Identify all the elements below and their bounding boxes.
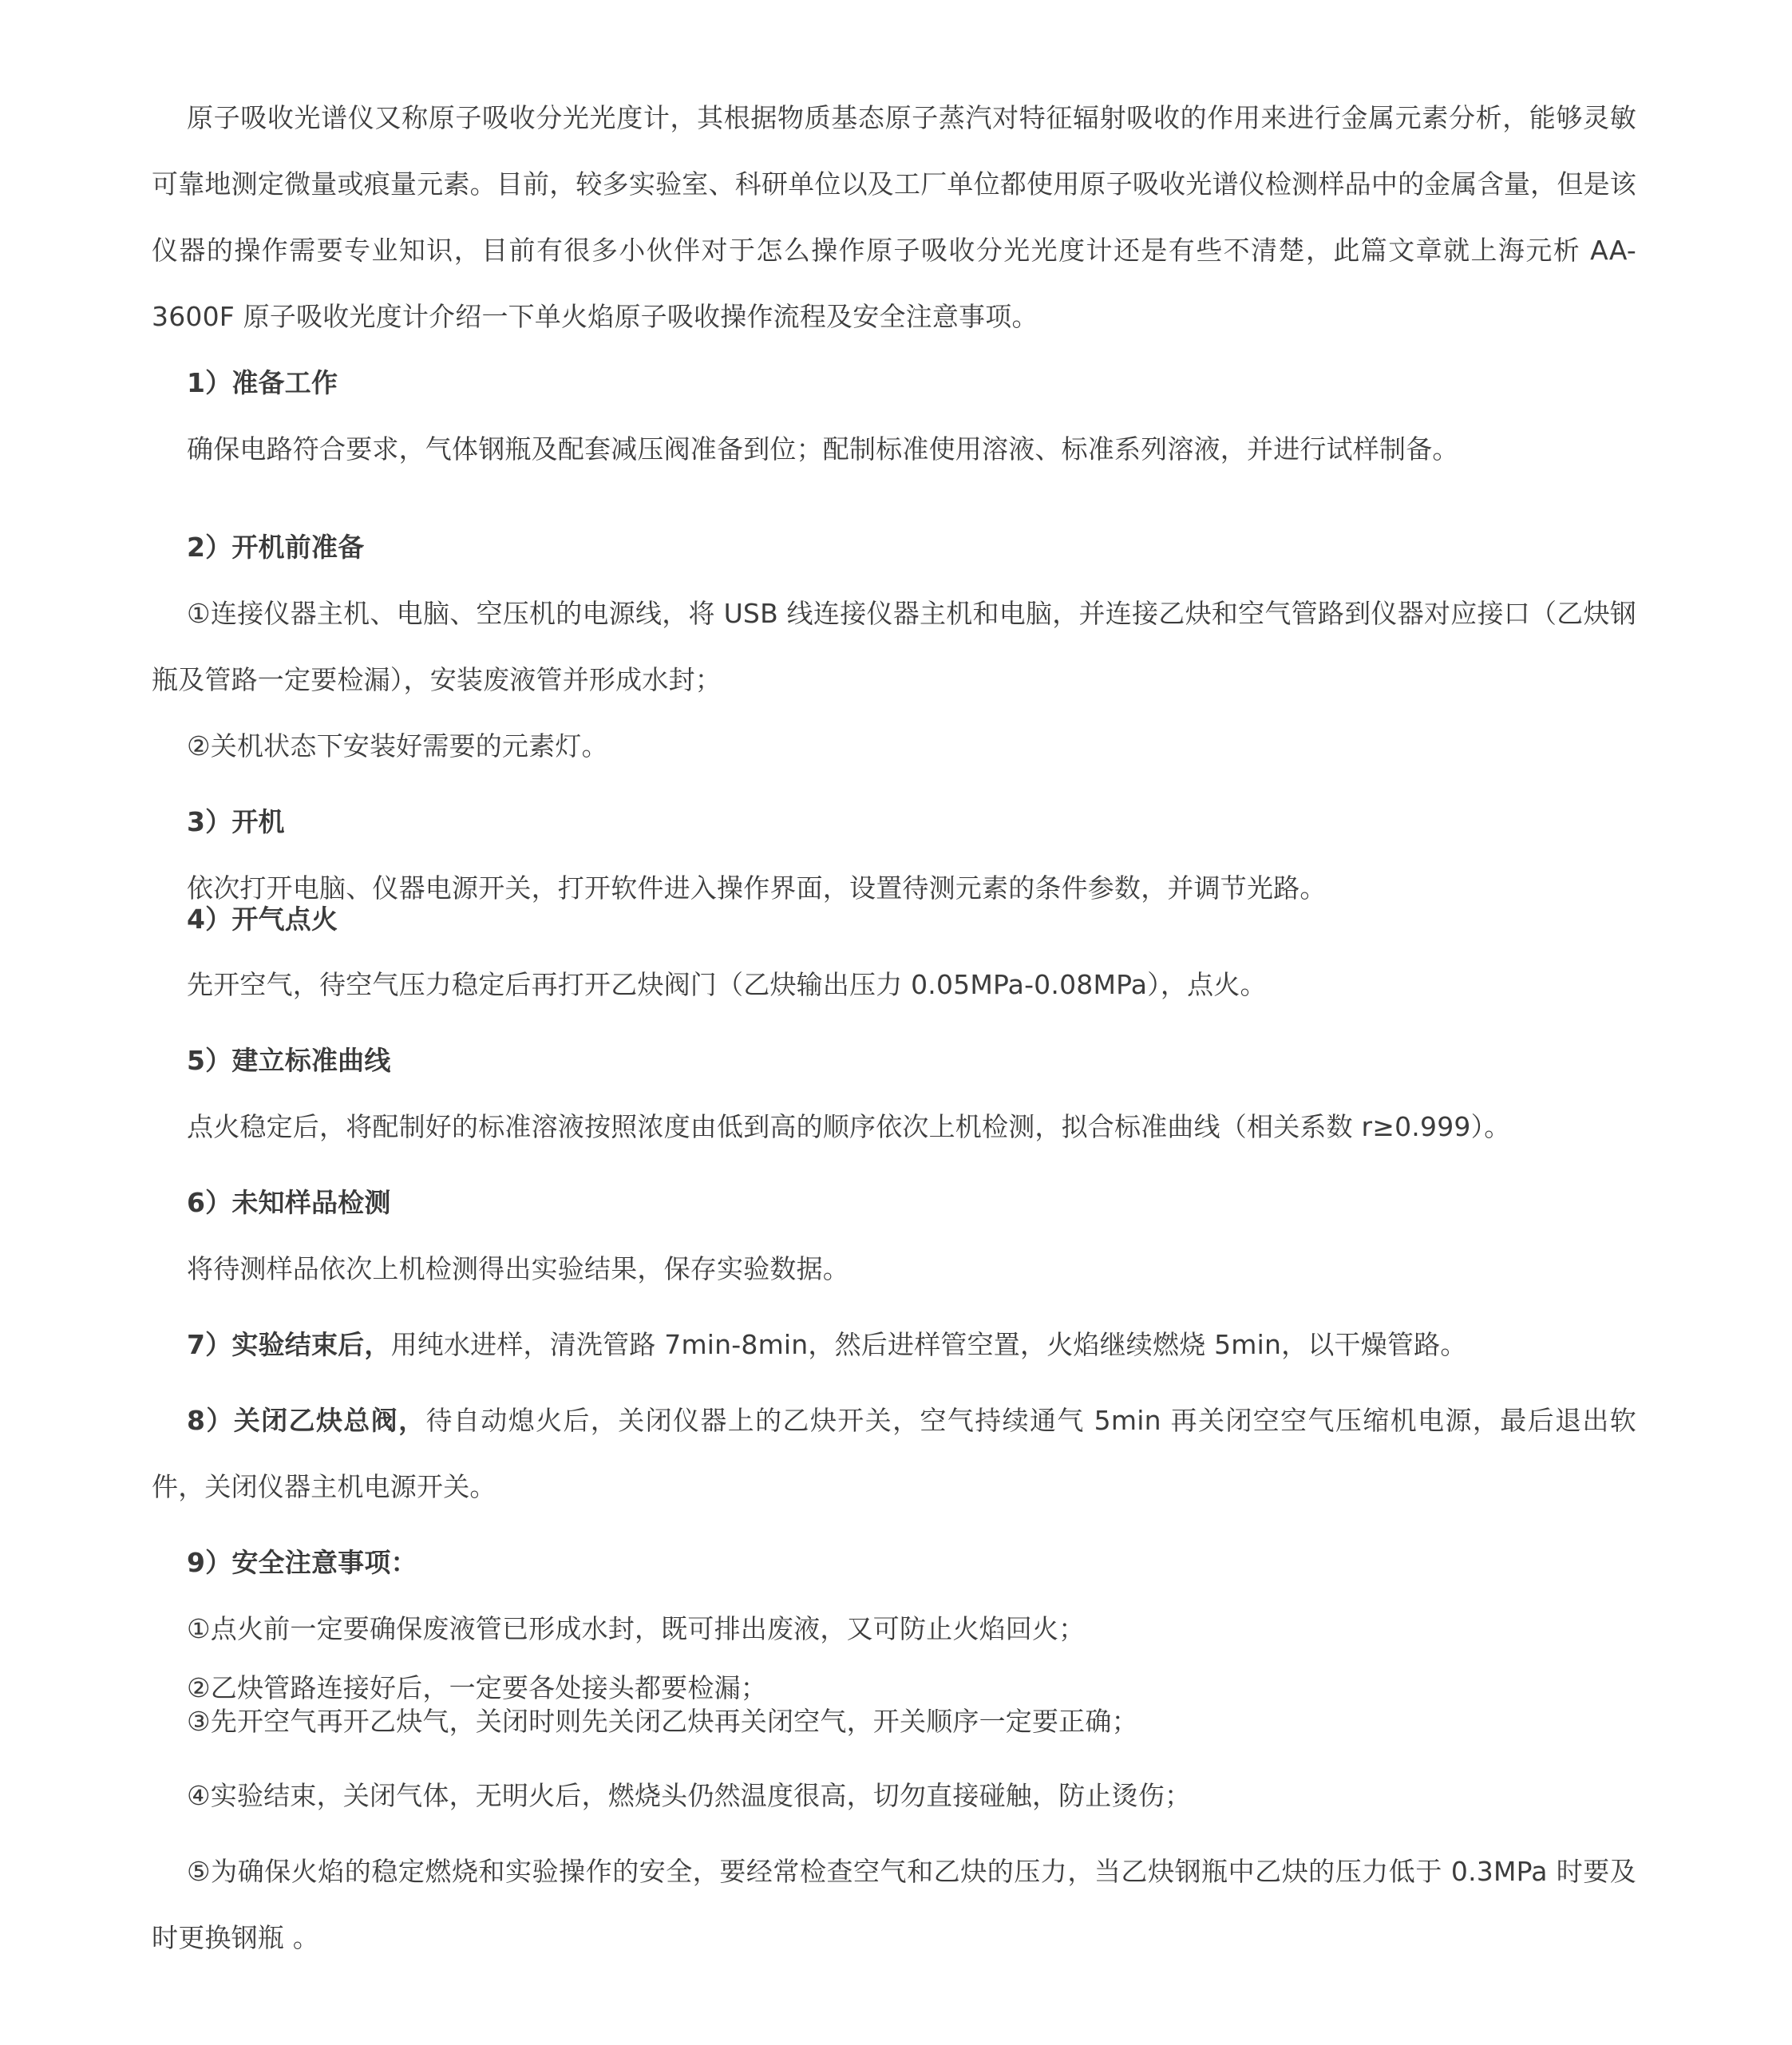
spacer <box>152 1302 1636 1311</box>
intro-paragraph: 原子吸收光谱仪又称原子吸收分光光度计，其根据物质基态原子蒸汽对特征辐射吸收的作用来进行金属元素分析，能够灵敏可靠地测定微量或痕量元素。目前，较多实验室、科研单位以及工厂单位都使用原子吸收光谱仪检测样品中的金属含量，但是该仪器的操作需要专业知识，目前有很多小伙伴对于怎么操作原子吸收分光光度计还是有些不清楚，此篇文章就上海元析 AA-3600F 原子吸收光度计介绍一下单火焰原子吸收操作流程及安全注意事项。 <box>152 102 1636 332</box>
spacer <box>152 482 1636 514</box>
safety-item-1: ①点火前一定要确保废液管已形成水封，既可排出废液，又可防止火焰回火； <box>187 1613 1086 1644</box>
section-heading-pre-startup: 2）开机前准备 <box>187 532 365 563</box>
section-body-calibration: 点火稳定后，将配制好的标准溶液按照浓度由低到高的顺序依次上机检测，拟合标准曲线（相关系数 r≥0.999）。 <box>187 1111 1511 1142</box>
safety-item-2: ②乙炔管路连接好后，一定要各处接头都要检漏； <box>187 1672 767 1703</box>
section-heading-safety: 9）安全注意事项： <box>187 1547 417 1578</box>
safety-item-3: ③先开空气再开乙炔气，关闭时则先关闭乙炔再关闭空气，开关顺序一定要正确； <box>187 1706 1138 1737</box>
section-body-close-valve: 待自动熄火后，关闭仪器上的乙炔开关，空气持续通气 5min 再关闭空空气压缩机电源，最后退出软件，关闭仪器主机电源开关。 <box>152 1405 1636 1502</box>
section-body-prepare: 确保电路符合要求，气体钢瓶及配套减压阀准备到位；配制标准使用溶液、标准系列溶液，并进行试样制备。 <box>187 433 1459 465</box>
section-item-lamp: ②关机状态下安装好需要的元素灯。 <box>187 730 608 761</box>
article-body <box>152 85 1636 1971</box>
spacer <box>152 1829 1636 1838</box>
section-heading-calibration: 5）建立标准曲线 <box>187 1045 391 1076</box>
spacer <box>152 1520 1636 1529</box>
section-close-valve <box>152 1387 1636 1520</box>
section-body-sample-test: 将待测样品依次上机检测得出实验结果，保存实验数据。 <box>187 1253 849 1284</box>
section-item-connect: ①连接仪器主机、电脑、空压机的电源线，将 USB 线连接仪器主机和电脑，并连接乙炔和空气管路到仪器对应接口（乙炔钢瓶及管路一定要检漏），安装废液管并形成水封； <box>152 598 1636 695</box>
spacer <box>152 1378 1636 1387</box>
section-lead-end-experiment: 7）实验结束后， <box>187 1329 391 1360</box>
section-body-startup: 依次打开电脑、仪器电源开关，打开软件进入操作界面，设置待测元素的条件参数，并调节光路。 <box>187 872 1327 904</box>
section-heading-ignite: 4）开气点火 <box>187 904 338 935</box>
section-end-experiment <box>152 1311 1636 1378</box>
section-body-end-experiment: 用纯水进样，清洗管路 7min-8min，然后进样管空置，火焰继续燃烧 5min，以干燥管路。 <box>390 1329 1467 1360</box>
section-heading-startup: 3）开机 <box>187 806 285 837</box>
spacer <box>152 1662 1636 1671</box>
section-heading-sample-test: 6）未知样品检测 <box>187 1187 391 1218</box>
section-lead-close-valve: 8）关闭乙炔总阀， <box>187 1405 426 1436</box>
safety-item-4: ④实验结束，关闭气体，无明火后，燃烧头仍然温度很高，切勿直接碰触，防止烫伤； <box>187 1780 1192 1811</box>
spacer <box>152 1160 1636 1169</box>
safety-item-5: ⑤为确保火焰的稳定燃烧和实验操作的安全，要经常检查空气和乙炔的压力，当乙炔钢瓶中乙炔的压力低于 0.3MPa 时要及时更换钢瓶 。 <box>152 1856 1636 1953</box>
section-heading-prepare: 1）准备工作 <box>187 367 338 398</box>
spacer <box>152 779 1636 789</box>
spacer <box>152 1018 1636 1027</box>
section-body-ignite: 先开空气，待空气压力稳定后再打开乙炔阀门（乙炔输出压力 0.05MPa-0.08MPa），点火。 <box>187 969 1267 1000</box>
